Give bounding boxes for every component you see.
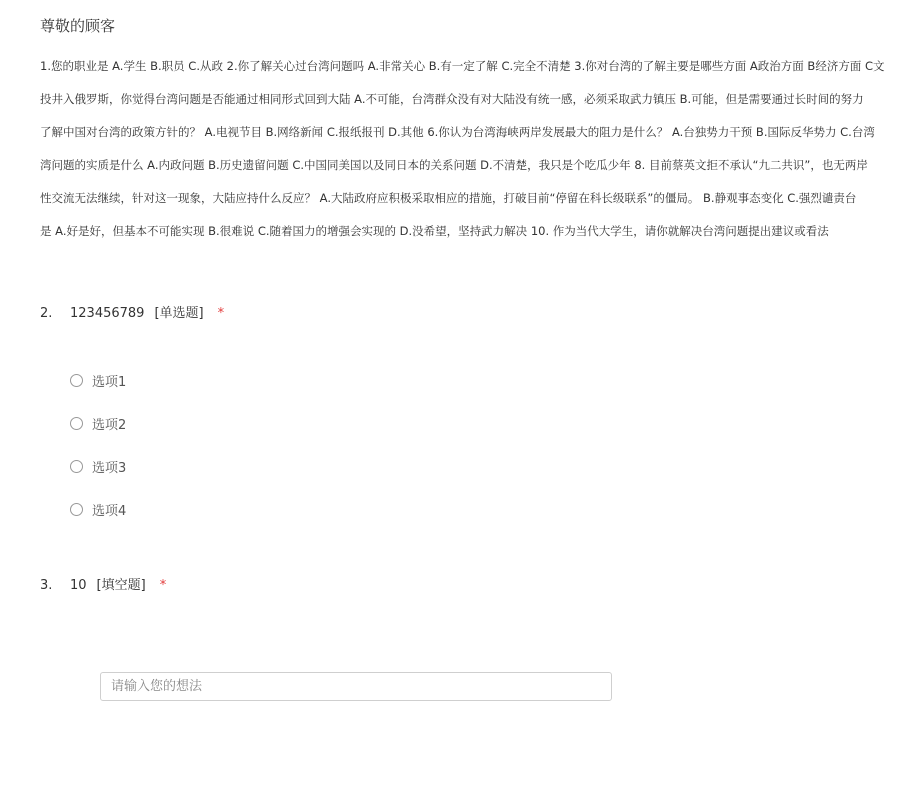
question-title: 123456789 bbox=[70, 306, 145, 321]
radio-button[interactable] bbox=[70, 374, 83, 387]
intro-line: 投井入俄罗斯，你觉得台湾问题是否能通过相同形式回到大陆 A.不可能，台湾群众没有对大陆没有统一感，必须采取武力镇压 B.可能，但是需要通过长时间的努力 bbox=[40, 92, 864, 106]
option-4[interactable] bbox=[70, 500, 126, 518]
intro-line: 性交流无法继续，针对这一现象，大陆应持什么反应？ A.大陆政府应积极采取相应的措施，打破目前“停留在科长级联系”的僵局。 B.静观事态变化 C.强烈谴责台 bbox=[40, 191, 857, 205]
question-number: 2. bbox=[40, 306, 53, 321]
question-type: [单选题] bbox=[154, 306, 204, 321]
radio-button[interactable] bbox=[70, 417, 83, 430]
option-label: 选项2 bbox=[92, 417, 127, 433]
option-label: 选项4 bbox=[92, 503, 127, 519]
answer-input[interactable] bbox=[100, 672, 612, 701]
required-mark: * bbox=[159, 578, 167, 593]
question-number: 3. bbox=[40, 578, 53, 593]
option-2[interactable] bbox=[70, 414, 126, 432]
intro-line: 了解中国对台湾的政策方针的？ A.电视节目 B.网络新闻 C.报纸报刊 D.其他 6.你认为台湾海峡两岸发展最大的阻力是什么？ A.台独势力干预 B.国际反华势力 C.台湾 bbox=[40, 125, 875, 139]
intro-line: 湾问题的实质是什么 A.内政问题 B.历史遗留问题 C.中国同美国以及同日本的关系问题 D.不清楚，我只是个吃瓜少年 8. 目前蔡英文拒不承认“九二共识”，也无两岸 bbox=[40, 158, 868, 172]
required-mark: * bbox=[217, 306, 225, 321]
option-1[interactable] bbox=[70, 371, 126, 389]
question-3-header bbox=[40, 574, 166, 593]
radio-button[interactable] bbox=[70, 460, 83, 473]
intro-line: 是 A.好是好，但基本不可能实现 B.很难说 C.随着国力的增强会实现的 D.没希望，坚持武力解决 10. 作为当代大学生，请你就解决台湾问题提出建议或看法 bbox=[40, 224, 829, 238]
option-label: 选项1 bbox=[92, 374, 127, 390]
radio-button[interactable] bbox=[70, 503, 83, 516]
option-label: 选项3 bbox=[92, 460, 127, 476]
intro-line: 1.您的职业是 A.学生 B.职员 C.从政 2.你了解关心过台湾问题吗 A.非常关心 B.有一定了解 C.完全不清楚 3.你对台湾的了解主要是哪些方面 A政治方面 B经济方面 C文 bbox=[40, 59, 885, 73]
option-3[interactable] bbox=[70, 457, 126, 475]
question-2-header bbox=[40, 302, 224, 321]
question-title: 10 bbox=[70, 578, 87, 593]
greeting-title: 尊敬的顾客 bbox=[40, 17, 116, 35]
question-type: [填空题] bbox=[96, 578, 146, 593]
